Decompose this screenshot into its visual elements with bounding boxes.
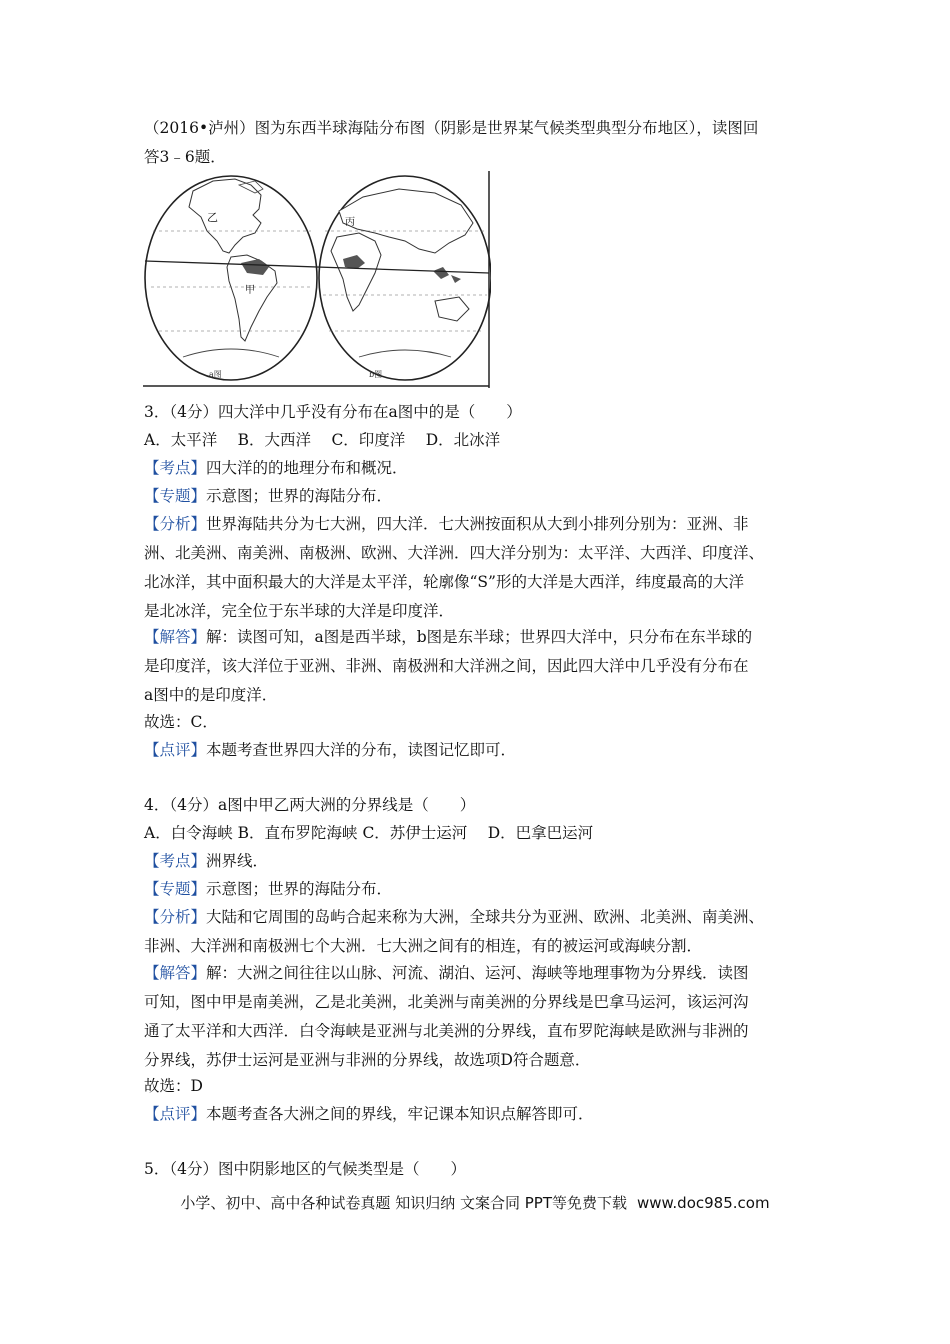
intro-line-2: 答3﹣6题． bbox=[144, 148, 226, 166]
q3-dianping: 【点评】本题考查世界四大洋的分布，读图记忆即可． bbox=[144, 741, 517, 759]
dianping-tag: 【点评】 bbox=[144, 1105, 207, 1123]
eastern-hemisphere-map bbox=[319, 176, 491, 380]
caption-a: a图 bbox=[209, 370, 222, 379]
q3-zhuanti: 【专题】示意图；世界的海陆分布． bbox=[144, 487, 393, 505]
footer-text: 小学、初中、高中各种试卷真题 知识归纳 文案合同 PPT等免费下载 bbox=[180, 1194, 627, 1212]
q3-jieda-1: 【解答】解：读图可知，a图是西半球，b图是东半球；世界四大洋中，只分布在东半球的 bbox=[144, 628, 753, 646]
q4-jieda-3: 通了太平洋和大西洋．白令海峡是亚洲与北美洲的分界线，直布罗陀海峡是欧洲与非洲的 bbox=[144, 1022, 749, 1040]
dianping-tag: 【点评】 bbox=[144, 741, 207, 759]
jieda-tag: 【解答】 bbox=[144, 964, 207, 982]
q4-fenxi-1: 【分析】大陆和它周围的岛屿合起来称为大洲，全球共分为亚洲、欧洲、北美洲、南美洲、 bbox=[144, 908, 765, 926]
q3-fenxi-1: 【分析】世界海陆共分为七大洲，四大洋．七大洲按面积从大到小排列分别为：亚洲、非 bbox=[144, 515, 749, 533]
q4-stem: 4．（4分）a图中甲乙两大洲的分界线是（ ） bbox=[144, 796, 476, 814]
fenxi-tag: 【分析】 bbox=[144, 515, 207, 533]
fenxi-tag: 【分析】 bbox=[144, 908, 207, 926]
western-hemisphere-map bbox=[145, 176, 317, 380]
q3-fenxi-2: 洲、北美洲、南美洲、南极洲、欧洲、大洋洲．四大洋分别为：太平洋、大西洋、印度洋、 bbox=[144, 544, 765, 562]
q3-answer: 故选：C． bbox=[144, 713, 218, 731]
caption-b: b图 bbox=[369, 370, 383, 379]
q4-kaodian: 【考点】洲界线． bbox=[144, 852, 269, 870]
q3-jieda-2: 是印度洋，该大洋位于亚洲、非洲、南极洲和大洋洲之间，因此四大洋中几乎没有分布在 bbox=[144, 657, 749, 675]
q4-jieda-2: 可知，图中甲是南美洲，乙是北美洲，北美洲与南美洲的分界线是巴拿马运河，该运河沟 bbox=[144, 993, 749, 1011]
q4-answer: 故选：D bbox=[144, 1077, 203, 1095]
q3-stem: 3．（4分）四大洋中几乎没有分布在a图中的是（ ） bbox=[144, 403, 522, 421]
q3-fenxi-4: 是北冰洋，完全位于东半球的大洋是印度洋． bbox=[144, 602, 455, 620]
intro-line-1: （2016•泸州）图为东西半球海陆分布图（阴影是世界某气候类型典型分布地区），读图回 bbox=[144, 119, 759, 137]
q4-dianping: 【点评】本题考查各大洲之间的界线，牢记课本知识点解答即可． bbox=[144, 1105, 594, 1123]
q3-options: A．太平洋 B．大西洋 C．印度洋 D．北冰洋 bbox=[144, 431, 501, 449]
jieda-tag: 【解答】 bbox=[144, 628, 207, 646]
q4-fenxi-2: 非洲、大洋洲和南极洲七个大洲．七大洲之间有的相连，有的被运河或海峡分割． bbox=[144, 937, 703, 955]
q4-zhuanti: 【专题】示意图；世界的海陆分布． bbox=[144, 880, 393, 898]
zhuanti-tag: 【专题】 bbox=[144, 880, 207, 898]
q3-kaodian: 【考点】四大洋的的地理分布和概况． bbox=[144, 459, 408, 477]
label-jia: 甲 bbox=[245, 285, 255, 296]
q4-jieda-4: 分界线，苏伊士运河是亚洲与非洲的分界线，故选项D符合题意． bbox=[144, 1051, 591, 1069]
page-footer bbox=[0, 1192, 950, 1213]
kaodian-tag: 【考点】 bbox=[144, 852, 207, 870]
label-yi: 乙 bbox=[207, 211, 218, 224]
q4-jieda-1: 【解答】解：大洲之间往往以山脉、河流、湖泊、运河、海峡等地理事物为分界线．读图 bbox=[144, 964, 749, 982]
hemisphere-map-figure bbox=[143, 171, 491, 388]
zhuanti-tag: 【专题】 bbox=[144, 487, 207, 505]
q4-options: A．白令海峡 B．直布罗陀海峡 C．苏伊士运河 D．巴拿巴运河 bbox=[144, 824, 594, 842]
kaodian-tag: 【考点】 bbox=[144, 459, 207, 477]
label-bing: 丙 bbox=[345, 217, 355, 228]
q3-fenxi-3: 北冰洋，其中面积最大的大洋是太平洋，轮廓像“S”形的大洋是大西洋，纬度最高的大洋 bbox=[144, 573, 744, 591]
q5-stem: 5．（4分）图中阴影地区的气候类型是（ ） bbox=[144, 1160, 466, 1178]
footer-site-link[interactable]: www.doc985.com bbox=[636, 1194, 770, 1212]
q3-jieda-3: a图中的是印度洋． bbox=[144, 686, 278, 704]
